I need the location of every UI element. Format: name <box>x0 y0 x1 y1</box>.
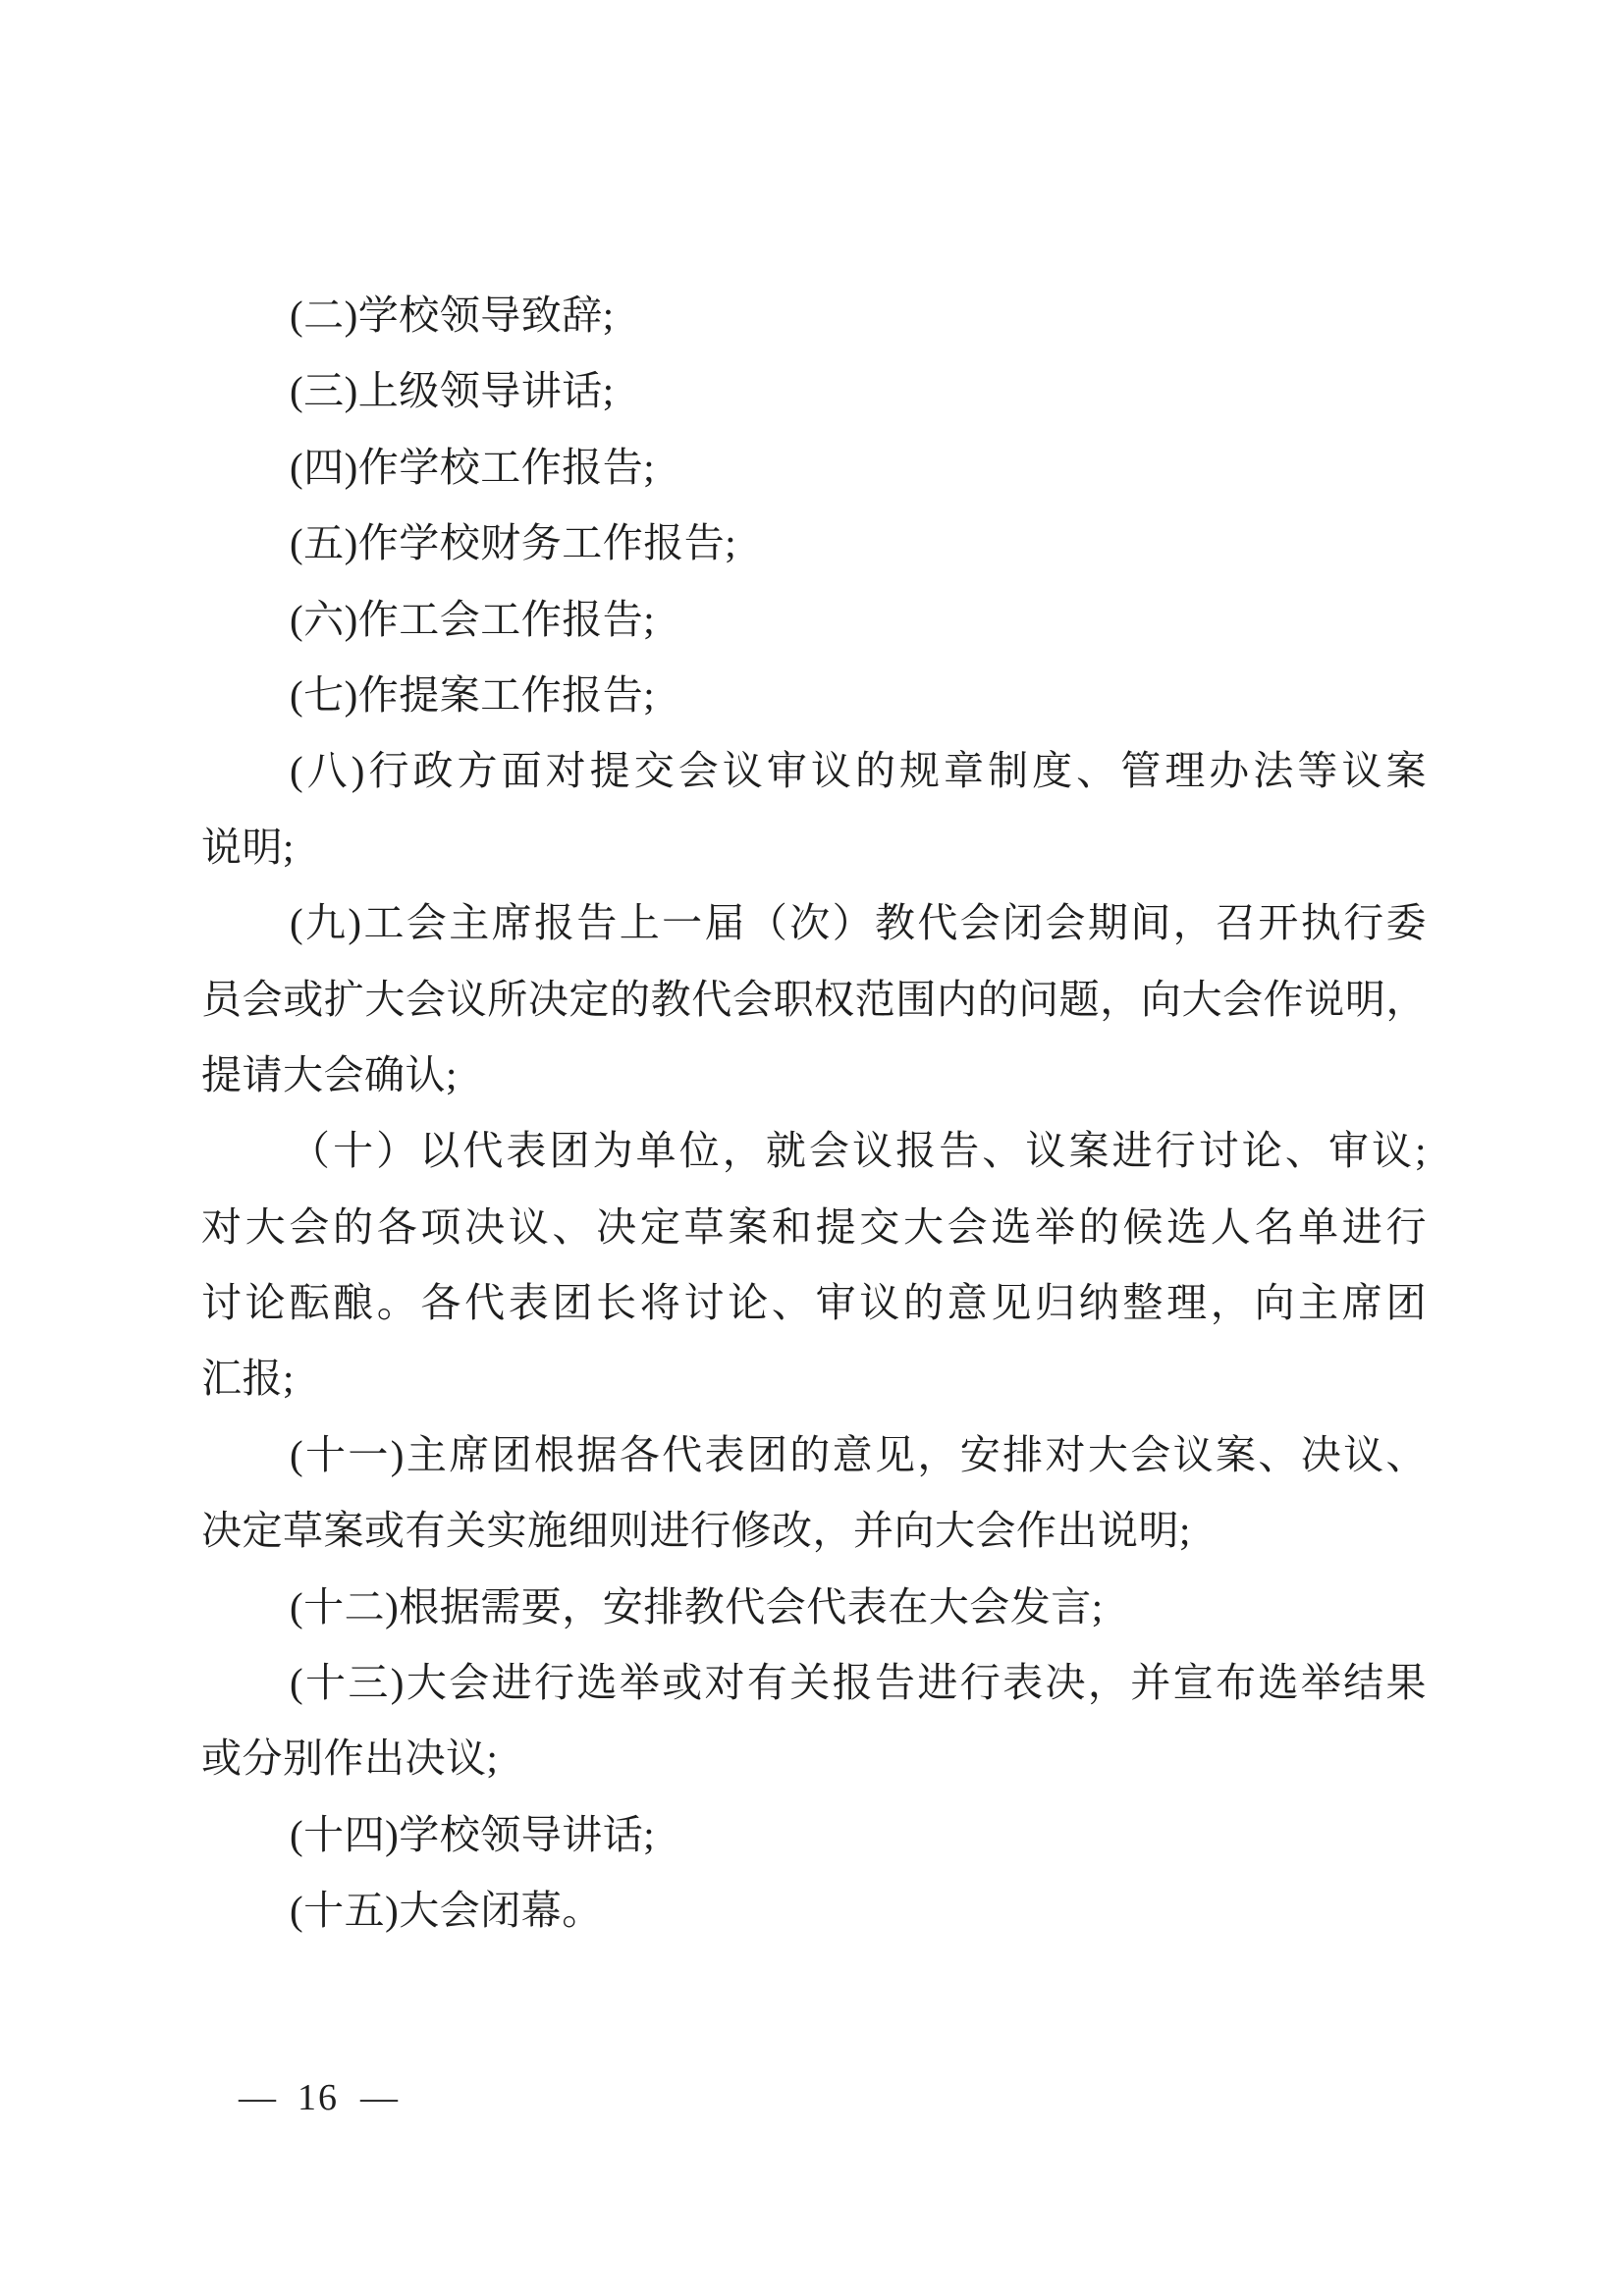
doc-line: (三)上级领导讲话; <box>290 368 615 414</box>
paragraph <box>201 1113 1427 1417</box>
paragraph <box>201 430 1427 506</box>
page-number <box>239 2073 398 2122</box>
doc-line: 汇报; <box>201 1356 295 1402</box>
paragraph <box>201 1417 1427 1570</box>
paragraph <box>201 733 1427 885</box>
paragraph <box>201 1797 1427 1873</box>
doc-line: (九)工会主席报告上一届（次）教代会闭会期间，召开执行委 <box>290 900 1427 946</box>
doc-line: (七)作提案工作报告; <box>290 671 656 718</box>
paragraph <box>201 278 1427 353</box>
paragraph <box>201 582 1427 658</box>
doc-line: (十五)大会闭幕。 <box>290 1888 603 1934</box>
paragraph <box>201 353 1427 429</box>
doc-line: (十二)根据需要，安排教代会代表在大会发言; <box>290 1583 1104 1629</box>
doc-line: (十一)主席团根据各代表团的意见，安排对大会议案、决议、 <box>290 1431 1427 1477</box>
doc-line: 对大会的各项决议、决定草案和提交大会选举的候选人名单进行 <box>201 1203 1427 1250</box>
paragraph <box>201 506 1427 581</box>
doc-line: 或分别作出决议; <box>201 1735 499 1782</box>
doc-line: 讨论酝酿。各代表团长将讨论、审议的意见归纳整理，向主席团 <box>201 1280 1427 1326</box>
paragraph <box>201 1570 1427 1645</box>
page-number-right-dash: — <box>360 2077 398 2118</box>
paragraph <box>201 1873 1427 1949</box>
doc-line: (十四)学校领导讲话; <box>290 1811 656 1857</box>
doc-line: （十）以代表团为单位，就会议报告、议案进行讨论、审议; <box>290 1128 1427 1174</box>
doc-line: (五)作学校财务工作报告; <box>290 520 737 566</box>
page-number-left-dash: — <box>239 2077 276 2118</box>
paragraph <box>201 885 1427 1113</box>
doc-line: (十三)大会进行选举或对有关报告进行表决，并宣布选举结果 <box>290 1660 1427 1706</box>
doc-line: 员会或扩大会议所决定的教代会职权范围内的问题，向大会作说明， <box>201 976 1427 1022</box>
doc-line: (四)作学校工作报告; <box>290 444 656 490</box>
doc-line: 提请大会确认; <box>201 1051 458 1097</box>
document-text-block <box>201 278 1427 1949</box>
doc-line: (六)作工会工作报告; <box>290 596 656 642</box>
doc-line: (二)学校领导致辞; <box>290 293 615 338</box>
paragraph <box>201 658 1427 733</box>
doc-line: (八)行政方面对提交会议审议的规章制度、管理办法等议案 <box>290 748 1427 794</box>
page-number-value: 16 <box>298 2077 339 2118</box>
doc-line: 说明; <box>201 824 295 870</box>
doc-line: 决定草案或有关实施细则进行修改，并向大会作出说明; <box>201 1508 1191 1554</box>
paragraph <box>201 1645 1427 1797</box>
